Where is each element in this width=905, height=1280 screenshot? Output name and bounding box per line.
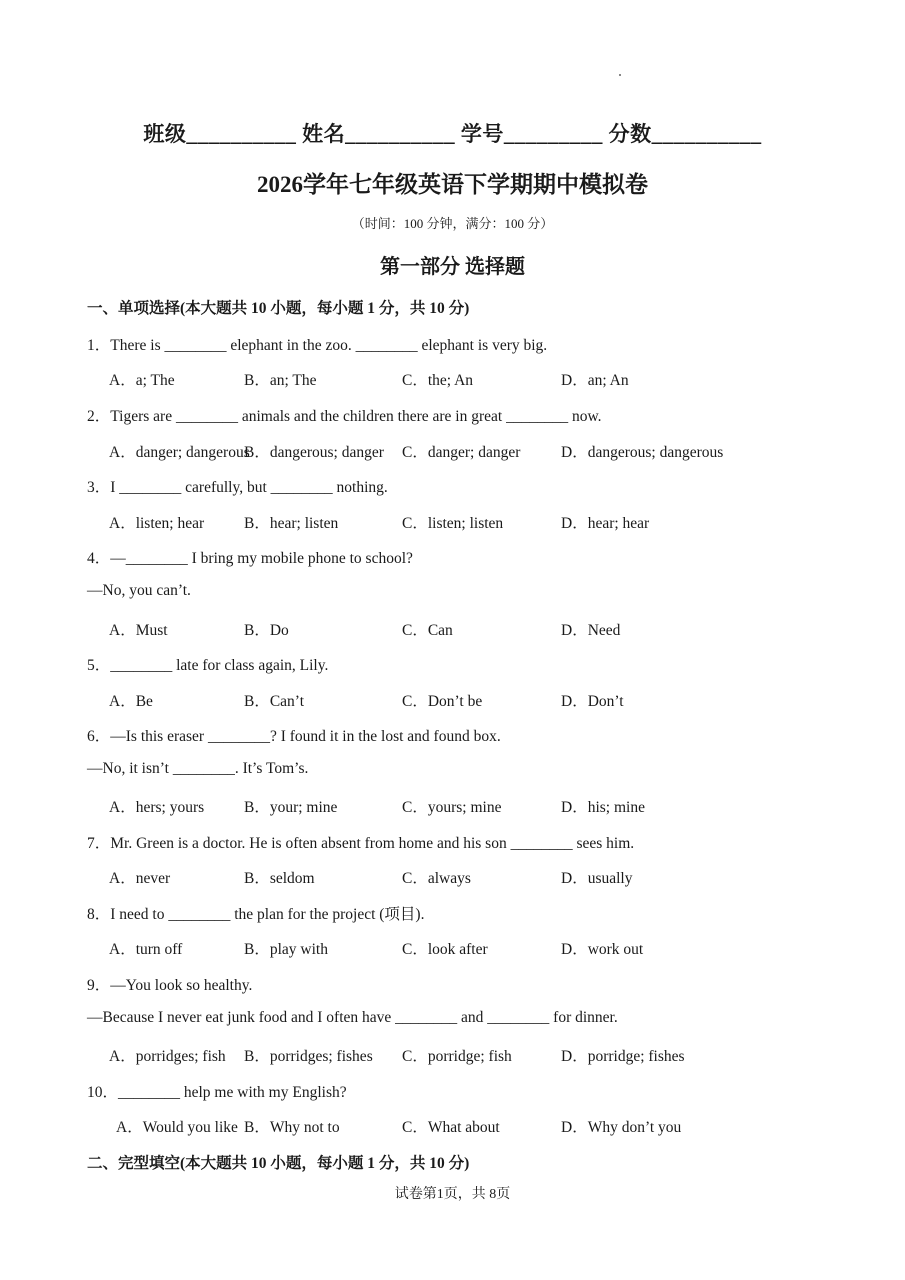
option-c: C．Don’t be: [402, 693, 483, 710]
question-10: 10．________ help me with my English?: [87, 1084, 347, 1101]
question-5: 5．________ late for class again, Lily.: [87, 657, 329, 674]
option-a: A．turn off: [109, 941, 183, 958]
option-c: C．look after: [402, 941, 488, 958]
question-6-reply: —No, it isn’t ________. It’s Tom’s.: [87, 760, 309, 777]
option-d: D．Don’t: [561, 693, 624, 710]
option-d: D．hear; hear: [561, 515, 650, 532]
question-9: 9．—You look so healthy.: [87, 977, 253, 994]
option-d: D．dangerous; dangerous: [561, 444, 724, 461]
option-d: D．an; An: [561, 372, 629, 389]
option-b: B．porridges; fishes: [244, 1048, 373, 1065]
option-a: A．Would you like: [116, 1119, 238, 1136]
part-title: 第一部分 选择题: [380, 256, 525, 278]
question-7: 7．Mr. Green is a doctor. He is often absent from home and his son ________ sees him.: [87, 835, 635, 852]
option-c: C．Can: [402, 622, 453, 639]
option-a: A．never: [109, 870, 171, 887]
section-heading-1: 一、单项选择(本大题共 10 小题，每小题 1 分，共 10 分): [87, 300, 470, 317]
question-1: 1．There is ________ elephant in the zoo. ________ elephant is very big.: [87, 337, 548, 354]
page-footer: 试卷第1页，共 8页: [394, 1187, 511, 1202]
option-b: B．Can’t: [244, 693, 304, 710]
option-c: C．the; An: [402, 372, 474, 389]
option-a: A．danger; dangerous: [109, 444, 250, 461]
option-a: A．Must: [109, 622, 168, 639]
option-a: A．a; The: [109, 372, 175, 389]
option-c: C．yours; mine: [402, 799, 502, 816]
section-heading-2: 二、完型填空(本大题共 10 小题，每小题 1 分，共 10 分): [87, 1155, 470, 1172]
question-4: 4．—________ I bring my mobile phone to school?: [87, 550, 413, 567]
option-d: D．usually: [561, 870, 633, 887]
option-c: C．danger; danger: [402, 444, 521, 461]
option-d: D．work out: [561, 941, 644, 958]
question-3: 3．I ________ carefully, but ________ nothing.: [87, 479, 388, 496]
option-a: A．Be: [109, 693, 153, 710]
option-b: B．an; The: [244, 372, 317, 389]
question-8: 8．I need to ________ the plan for the project (项目).: [87, 906, 425, 923]
option-d: D．porridge; fishes: [561, 1048, 685, 1065]
option-d: D．his; mine: [561, 799, 645, 816]
option-a: A．hers; yours: [109, 799, 205, 816]
question-4-reply: —No, you can’t.: [87, 582, 191, 599]
option-b: B．seldom: [244, 870, 315, 887]
option-b: B．play with: [244, 941, 328, 958]
question-2: 2．Tigers are ________ animals and the children there are in great ________ now.: [87, 408, 602, 425]
option-b: B．Why not to: [244, 1119, 340, 1136]
option-d: D．Need: [561, 622, 621, 639]
exam-subtitle: （时间：100 分钟，满分：100 分）: [351, 216, 554, 231]
scan-speck: [619, 74, 621, 76]
option-b: B．hear; listen: [244, 515, 339, 532]
question-9-reply: —Because I never eat junk food and I often have ________ and ________ for dinner.: [87, 1009, 618, 1026]
option-c: C．porridge; fish: [402, 1048, 512, 1065]
exam-title: 2026学年七年级英语下学期期中模拟卷: [257, 172, 648, 197]
student-info-fields: 班级__________ 姓名__________ 学号_________ 分数__________: [143, 122, 762, 146]
option-c: C．listen; listen: [402, 515, 504, 532]
option-a: A．listen; hear: [109, 515, 205, 532]
option-b: B．Do: [244, 622, 289, 639]
question-6: 6．—Is this eraser ________? I found it in the lost and found box.: [87, 728, 501, 745]
option-b: B．your; mine: [244, 799, 338, 816]
option-a: A．porridges; fish: [109, 1048, 226, 1065]
option-c: C．always: [402, 870, 471, 887]
option-c: C．What about: [402, 1119, 500, 1136]
option-b: B．dangerous; danger: [244, 444, 384, 461]
option-d: D．Why don’t you: [561, 1119, 682, 1136]
